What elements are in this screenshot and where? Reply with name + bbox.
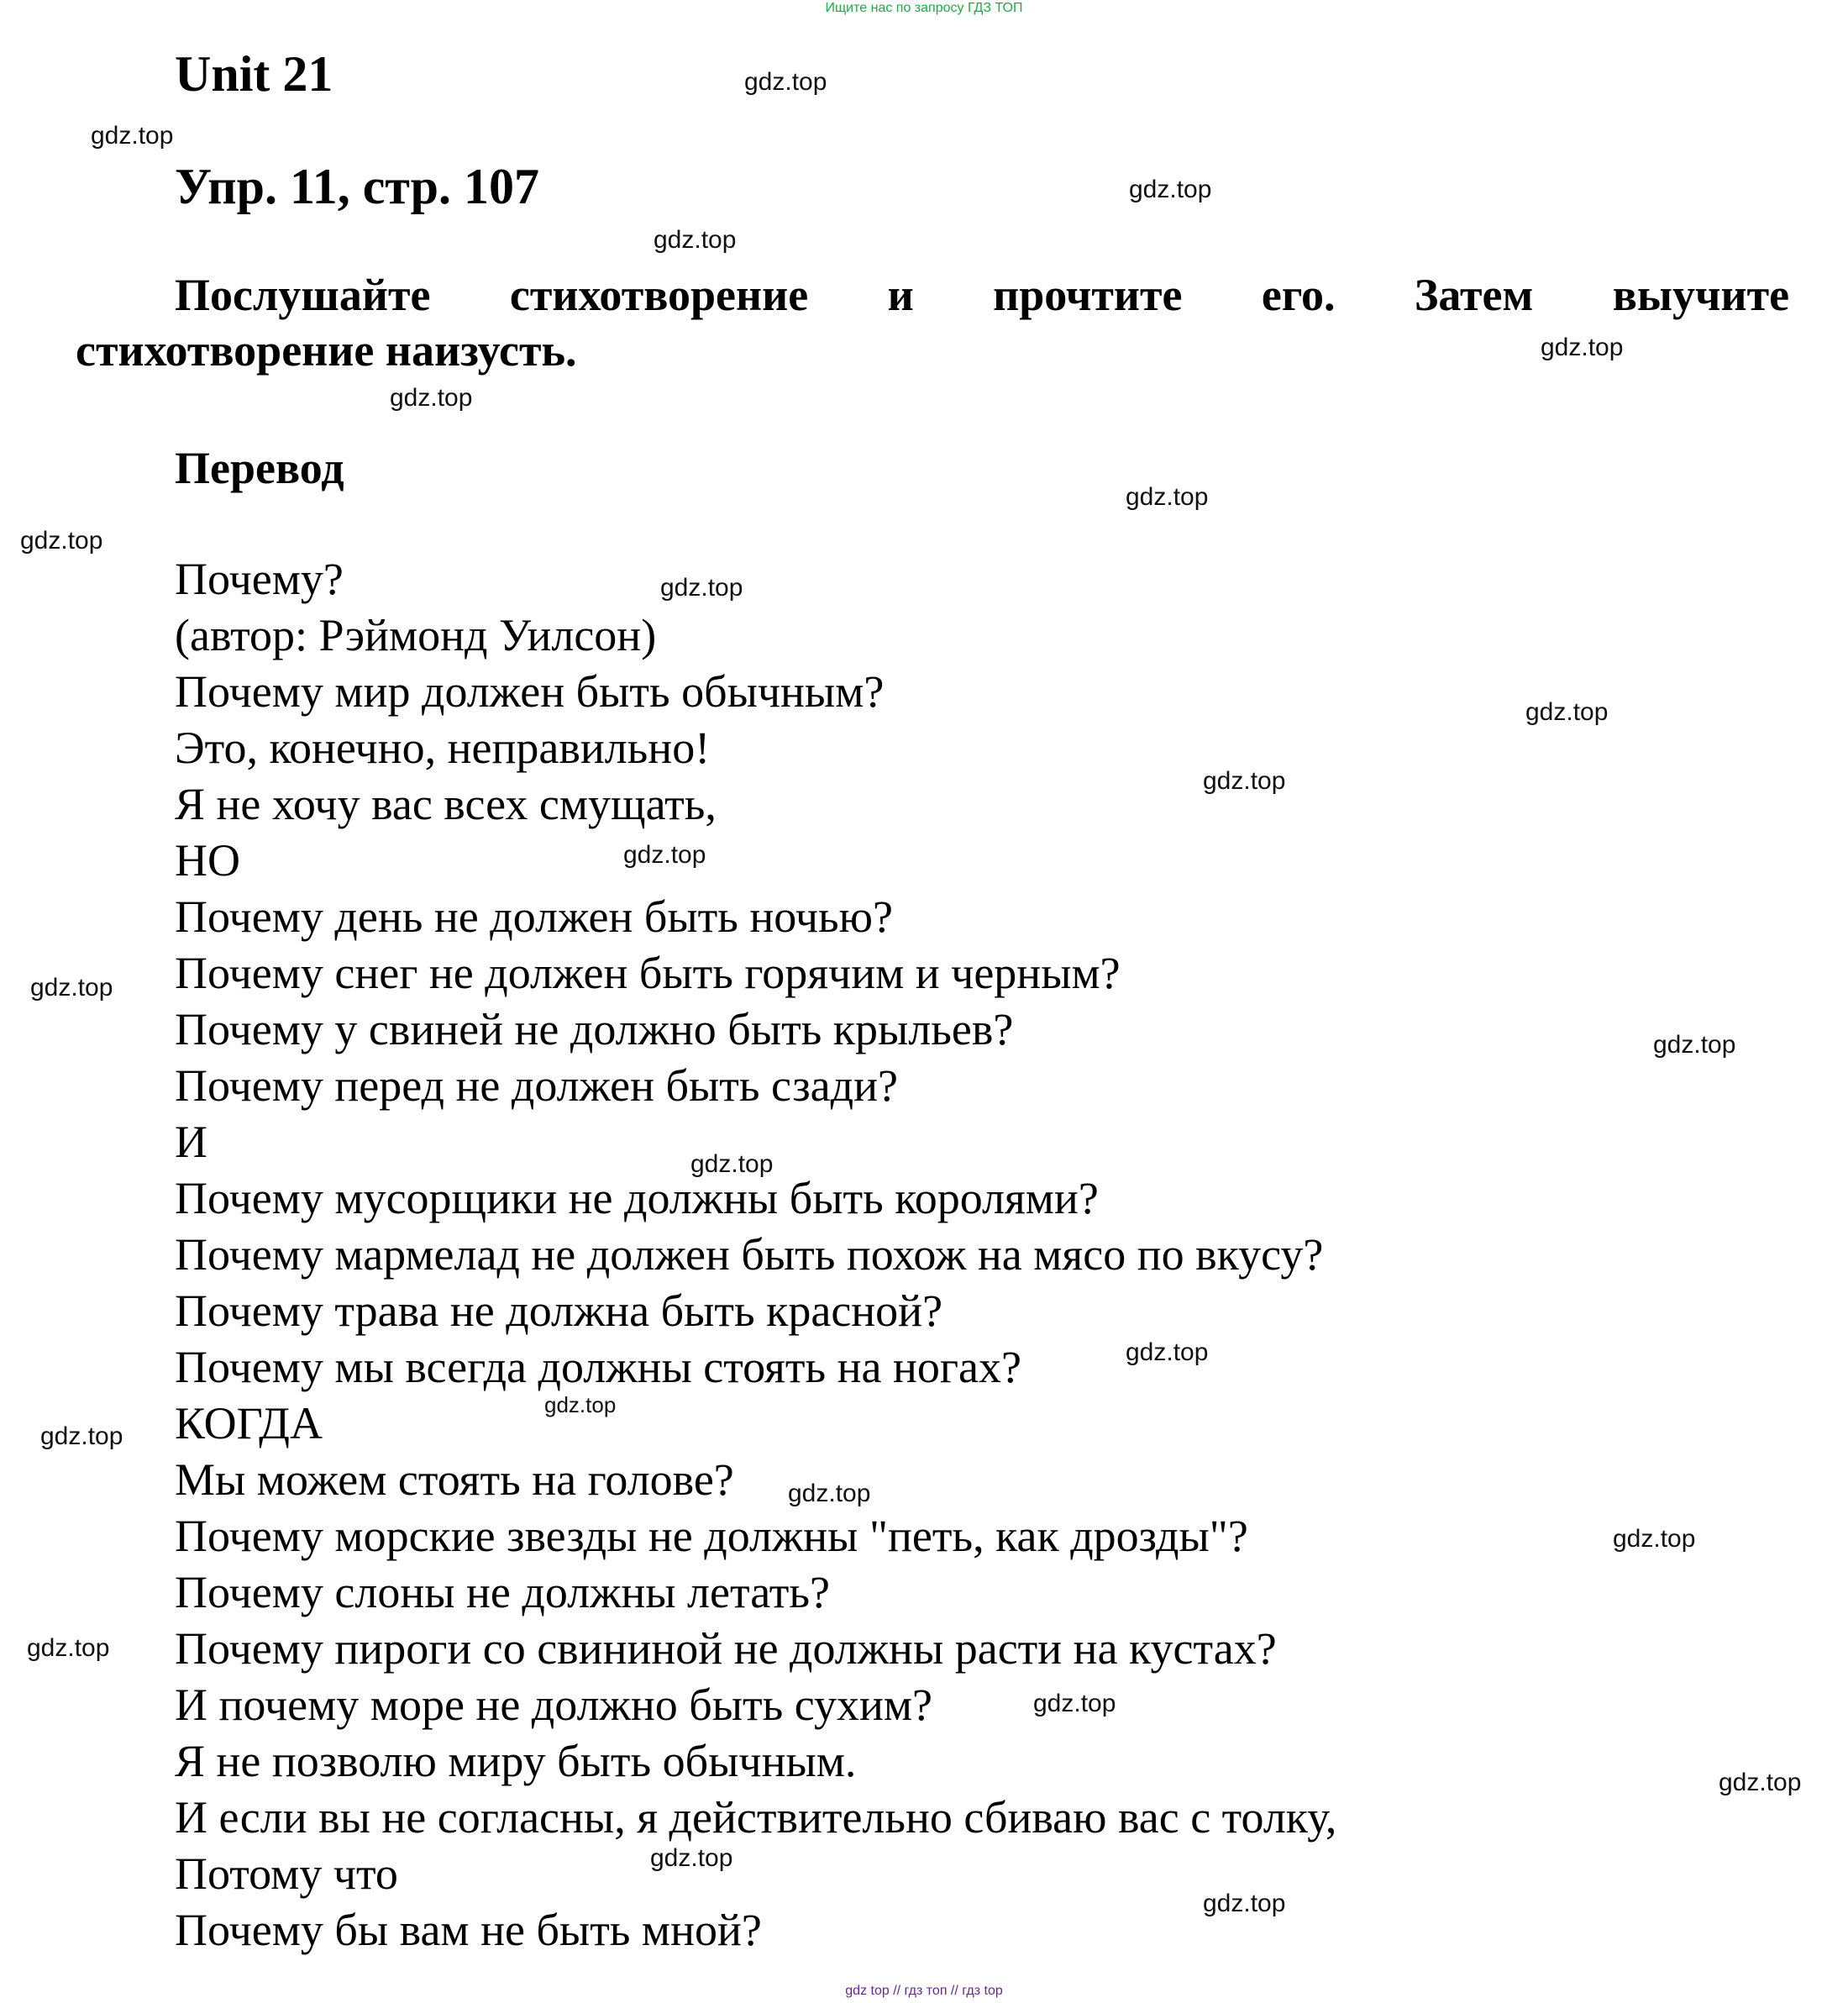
watermark: gdz.top (1203, 767, 1286, 795)
watermark: gdz.top (660, 574, 743, 602)
watermark: gdz.top (91, 122, 174, 150)
poem-line: Почему? (175, 554, 344, 604)
watermark: gdz.top (390, 384, 473, 412)
poem-line: Мы можем стоять на голове? (175, 1454, 734, 1505)
watermark: gdz.top (40, 1422, 123, 1450)
watermark: gdz.top (1033, 1690, 1116, 1717)
watermark: gdz.top (20, 527, 103, 555)
poem-line: И (175, 1117, 207, 1167)
instruction-line-1 (76, 267, 1789, 323)
poem-line: Почему мармелад не должен быть похож на мясо по вкусу? (175, 1229, 1324, 1280)
instruction-word: Послушайте (175, 270, 431, 320)
watermark: gdz.top (30, 974, 113, 1002)
poem-line: Почему перед не должен быть сзади? (175, 1060, 898, 1111)
poem-line: Почему бы вам не быть мной? (175, 1905, 762, 1955)
poem-line: Почему мы всегда должны стоять на ногах? (175, 1342, 1021, 1392)
exercise-title: Упр. 11, стр. 107 (175, 159, 539, 214)
bottom-banner: gdz top // гдз топ // гдз top (845, 1984, 1003, 1998)
watermark: gdz.top (1126, 1338, 1209, 1366)
watermark: gdz.top (654, 226, 737, 254)
instruction-word: и (887, 270, 914, 320)
watermark: gdz.top (623, 841, 706, 869)
poem-line: И почему море не должно быть сухим? (175, 1680, 932, 1730)
watermark: gdz.top (788, 1480, 871, 1507)
poem-line: КОГДА (175, 1398, 323, 1448)
poem-line: И если вы не согласны, я действительно сбиваю вас с толку, (175, 1792, 1337, 1843)
instruction-word: прочтите (993, 270, 1183, 320)
poem-line: Почему трава не должна быть красной? (175, 1285, 943, 1336)
poem-line: Почему пироги со свининой не должны расти на кустах? (175, 1623, 1277, 1674)
poem-line: Почему мир должен быть обычным? (175, 666, 885, 717)
watermark: gdz.top (1653, 1031, 1736, 1059)
top-banner: Ищите нас по запросу ГДЗ ТОП (825, 1, 1023, 15)
poem-line: Почему мусорщики не должны быть королями? (175, 1173, 1099, 1223)
poem-line: Я не позволю миру быть обычным. (175, 1736, 857, 1786)
watermark: gdz.top (1541, 334, 1624, 361)
poem-line: (автор: Рэймонд Уилсон) (175, 610, 657, 660)
instruction-word: выучите (1612, 270, 1790, 320)
poem-line: Почему день не должен быть ночью? (175, 891, 893, 942)
watermark: gdz.top (690, 1150, 774, 1178)
poem-line: НО (175, 835, 240, 886)
poem-line: Потому что (175, 1848, 398, 1899)
instruction-text (76, 267, 1789, 378)
watermark: gdz.top (544, 1392, 617, 1417)
translation-heading: Перевод (175, 443, 344, 493)
watermark: gdz.top (1203, 1890, 1286, 1917)
watermark: gdz.top (27, 1634, 110, 1662)
poem-line: Это, конечно, неправильно! (175, 723, 711, 773)
poem-line: Почему снег не должен быть горячим и черным? (175, 948, 1121, 998)
watermark: gdz.top (1613, 1525, 1696, 1553)
watermark: gdz.top (1525, 698, 1609, 726)
poem-line: Я не хочу вас всех смущать, (175, 779, 717, 829)
instruction-word: Затем (1414, 270, 1534, 320)
watermark: gdz.top (1129, 176, 1212, 203)
unit-title: Unit 21 (175, 46, 333, 102)
instruction-line-2: стихотворение наизусть. (76, 325, 577, 376)
instruction-word: его. (1261, 270, 1336, 320)
poem-line: Почему слоны не должны летать? (175, 1567, 830, 1617)
watermark: gdz.top (1126, 483, 1209, 511)
watermark: gdz.top (650, 1844, 733, 1872)
watermark: gdz.top (744, 68, 827, 96)
watermark: gdz.top (1719, 1769, 1802, 1796)
poem-line: Почему у свиней не должно быть крыльев? (175, 1004, 1014, 1054)
poem-line: Почему морские звезды не должны "петь, как дрозды"? (175, 1511, 1248, 1561)
instruction-word: стихотворение (509, 270, 809, 320)
poem (175, 551, 1336, 1958)
